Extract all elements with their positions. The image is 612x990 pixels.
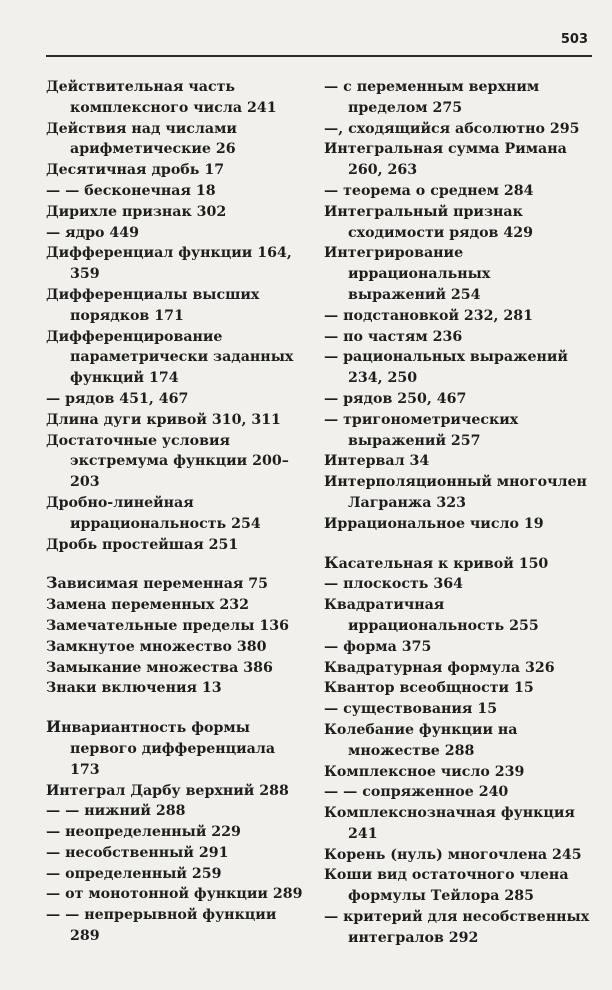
- index-entry: Достаточные условия экстремума функции 200–203: [46, 432, 289, 491]
- index-entry: — тригонометрических выражений 257: [324, 411, 519, 449]
- index-entry: — плоскость 364: [324, 576, 463, 593]
- index-entry: — форма 375: [324, 638, 432, 655]
- index-entry: Десятичная дробь 17: [46, 162, 225, 179]
- index-entry: Замена переменных 232: [46, 597, 250, 614]
- index-entry: Касательная к кривой 150: [324, 552, 549, 572]
- index-column-right: [324, 77, 592, 949]
- index-entry: Корень (нуль) многочлена 245: [324, 846, 582, 863]
- index-entry: — подстановкой 232, 281: [324, 307, 534, 324]
- index-entry: — — непрерывной функции 289: [46, 907, 277, 945]
- index-entry: Интегральный признак сходимости рядов 429: [324, 203, 533, 241]
- index-entry: Интегральная сумма Римана 260, 263: [324, 141, 567, 179]
- index-entry: Квадратичная иррациональность 255: [324, 597, 539, 634]
- index-entry: — существования 15: [324, 701, 498, 718]
- index-entry: Интервал 34: [324, 453, 430, 470]
- index-entry: — — нижний 288: [46, 803, 186, 820]
- index-entry: — критерий для несобственных интегралов 292: [324, 909, 590, 946]
- index-entry: Интеграл Дарбу верхний 288: [46, 782, 289, 799]
- index-entry: — рядов 250, 467: [324, 390, 467, 407]
- header-rule: [46, 55, 592, 57]
- index-entry: Действительная часть комплексного числа 241: [46, 79, 277, 116]
- index-entry: Иррациональное число 19: [324, 515, 544, 532]
- index-entry: Дифференциал функции 164, 359: [46, 245, 292, 283]
- index-entry: — ядро 449: [46, 224, 140, 241]
- index-entry: Инвариантность формы первого дифференциала 173: [46, 717, 276, 778]
- index-entry: —, сходящийся абсолютно 295: [324, 120, 580, 137]
- index-entry: — рациональных выражений 234, 250: [324, 349, 568, 387]
- index-entry: Дробь простейшая 251: [46, 536, 239, 553]
- index-entry: Интегрирование иррациональных выражений 254: [324, 245, 491, 303]
- index-entry: — — сопряженное 240: [324, 784, 509, 801]
- page-number: 503: [560, 32, 588, 47]
- index-entry: — несобственный 291: [46, 844, 229, 861]
- index-entry: Интерполяционный многочлен Лагранжа 323: [324, 474, 587, 511]
- index-entry: — — бесконечная 18: [46, 182, 216, 199]
- index-entry: Действия над числами арифметические 26: [46, 120, 237, 158]
- index-entry: Дифференцирование параметрически заданных функций 174: [46, 328, 294, 387]
- index-entry: Замыкание множества 386: [46, 659, 273, 676]
- index-column-left: [46, 77, 308, 947]
- index-entry: Дробно-линейная иррациональность 254: [46, 494, 261, 532]
- index-entry: — неопределенный 229: [46, 824, 241, 841]
- index-entry: — от монотонной функции 289: [46, 886, 303, 903]
- index-entry: — по частям 236: [324, 328, 463, 345]
- index-entry: — определенный 259: [46, 865, 222, 882]
- index-entry: — рядов 451, 467: [46, 390, 189, 407]
- index-entry: Дирихле признак 302: [46, 203, 227, 220]
- index-entry: Коши вид остаточного члена формулы Тейлора 285: [324, 867, 569, 905]
- index-entry: — теорема о среднем 284: [324, 182, 534, 199]
- index-entry: — с переменным верхним пределом 275: [324, 79, 540, 116]
- index-entry: Колебание функции на множестве 288: [324, 721, 518, 759]
- index-entry: Зависимая переменная 75: [46, 573, 269, 593]
- index-entry: Длина дуги кривой 310, 311: [46, 411, 281, 428]
- index-entry: Замкнутое множество 380: [46, 638, 267, 655]
- index-entry: Знаки включения 13: [46, 680, 222, 697]
- index-entry: Квантор всеобщности 15: [324, 680, 534, 697]
- index-entry: Квадратурная формула 326: [324, 659, 555, 676]
- index-entry: Дифференциалы высших порядков 171: [46, 286, 260, 324]
- index-entry: Замечательные пределы 136: [46, 617, 289, 634]
- index-entry: Комплекснозначная функция 241: [324, 805, 575, 842]
- index-entry: Комплексное число 239: [324, 763, 525, 780]
